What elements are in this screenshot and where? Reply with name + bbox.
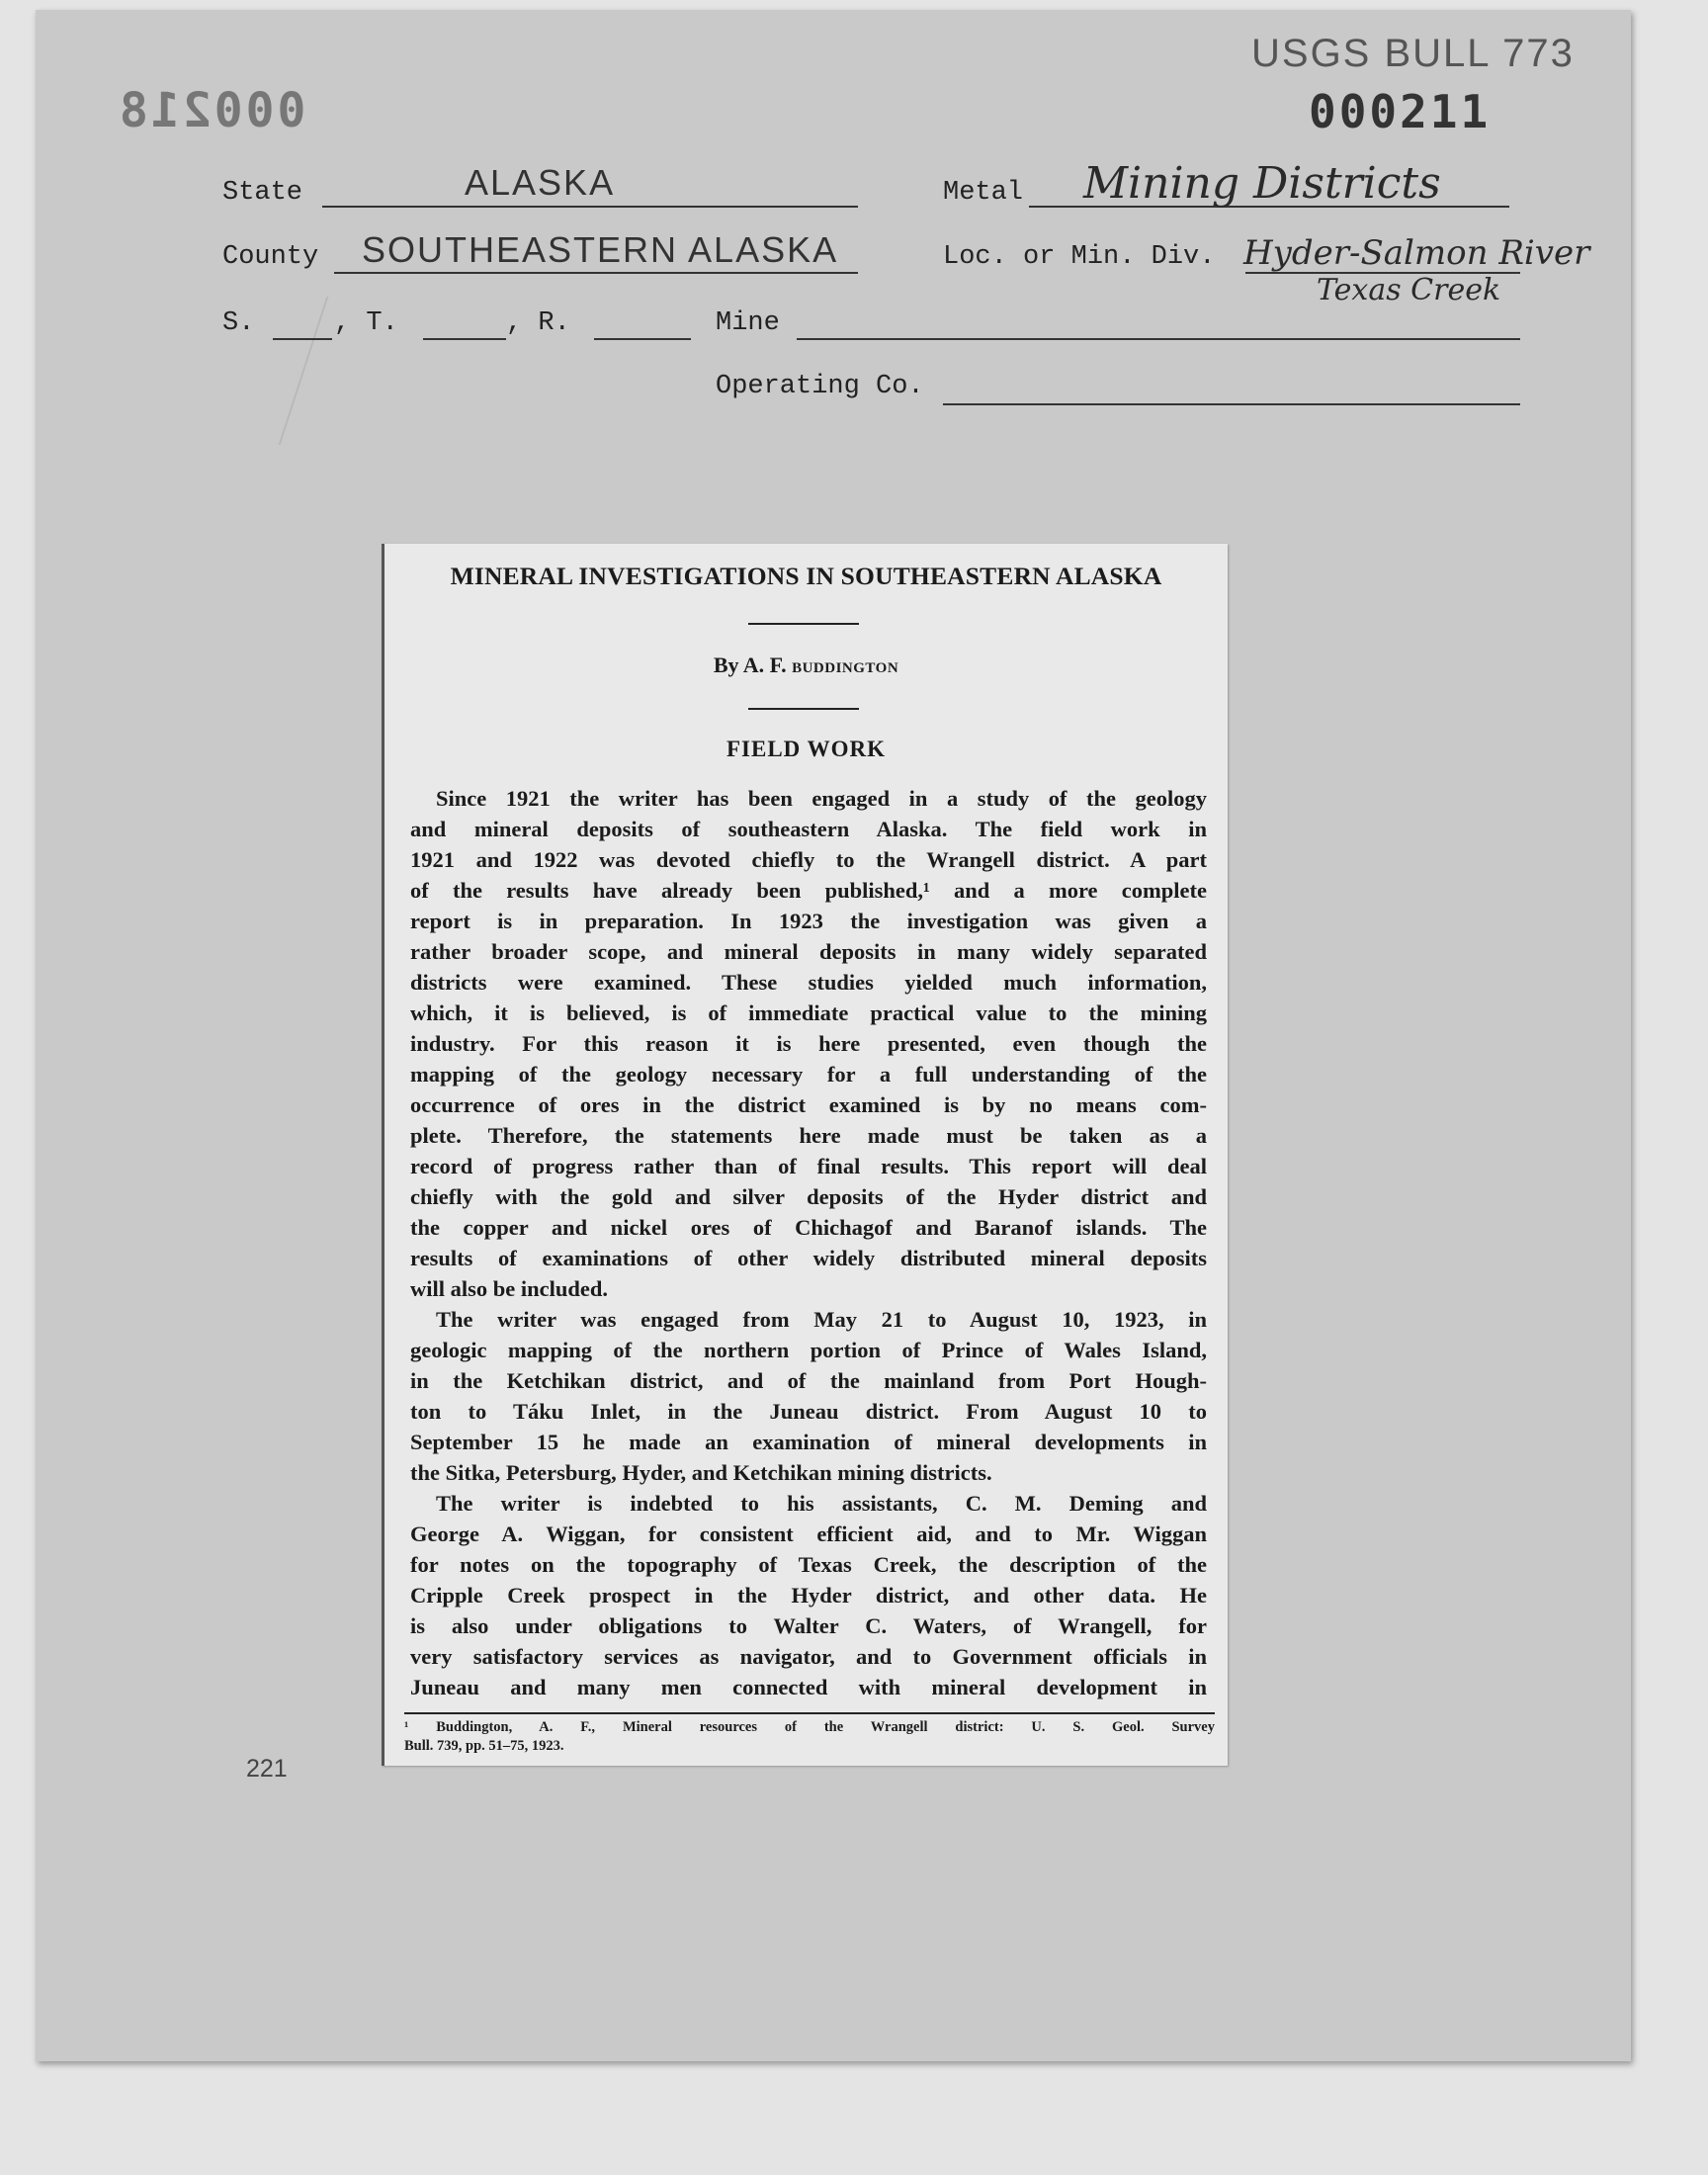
range-line — [594, 338, 691, 340]
county-line — [334, 272, 858, 274]
loc-label: Loc. or Min. Div. — [943, 242, 1216, 272]
text-line: geologic mapping of the northern portion of Prince of Wales Island, — [410, 1338, 1207, 1362]
loc-value-line1: Hyder-Salmon River — [1243, 233, 1590, 273]
text-line: chiefly with the gold and silver deposits of the Hyder district and — [410, 1184, 1207, 1209]
county-label: County — [222, 242, 319, 272]
article-byline — [384, 652, 1228, 678]
byline-prefix: By A. F. — [713, 652, 793, 677]
text-line: occurrence of ores in the district examined is by no means com- — [410, 1092, 1207, 1117]
loc-value-line2: Texas Creek — [1317, 273, 1501, 307]
stamp-number: 000211 — [1309, 85, 1492, 138]
section-label: S. — [222, 308, 255, 338]
text-line: is also under obligations to Walter C. Waters, of Wrangell, for — [410, 1613, 1207, 1638]
text-line: results of examinations of other widely distributed mineral deposits — [410, 1246, 1207, 1270]
state-line — [322, 206, 858, 208]
text-line: 1921 and 1922 was devoted chiefly to the Wrangell district. A part — [410, 847, 1207, 872]
series-label: USGS BULL 773 — [1251, 32, 1575, 75]
mine-line — [797, 338, 1520, 340]
text-line: George A. Wiggan, for consistent efficient aid, and to Mr. Wiggan — [410, 1522, 1207, 1546]
text-line: record of progress rather than of final results. This report will deal — [410, 1154, 1207, 1178]
text-line: mapping of the geology necessary for a full understanding of the — [410, 1062, 1207, 1087]
text-line: rather broader scope, and mineral deposits in many widely separated — [410, 939, 1207, 964]
metal-label: Metal — [943, 178, 1024, 208]
footnote-rule — [404, 1712, 1215, 1714]
text-line: and mineral deposits of southeastern Alaska. The field work in — [410, 817, 1207, 841]
text-line: plete. Therefore, the statements here made must be taken as a — [410, 1123, 1207, 1148]
title-rule — [748, 623, 859, 625]
text-line: ton to Táku Inlet, in the Juneau district. From August 10 to — [410, 1399, 1207, 1424]
footnote-line: ¹ Buddington, A. F., Mineral resources of the Wrangell district: U. S. Geol. Survey — [404, 1719, 1215, 1735]
text-line: will also be included. — [410, 1276, 609, 1301]
text-line: for notes on the topography of Texas Creek, the description of the — [410, 1552, 1207, 1577]
text-line: of the results have already been published,¹ and a more complete — [410, 878, 1207, 903]
text-line: Cripple Creek prospect in the Hyder district, and other data. He — [410, 1583, 1207, 1608]
text-line: in the Ketchikan district, and of the mainland from Port Hough- — [410, 1368, 1207, 1393]
township-label: , T. — [334, 308, 398, 338]
section-line — [273, 338, 332, 340]
text-line: September 15 he made an examination of mineral developments in — [410, 1430, 1207, 1454]
county-value: SOUTHEASTERN ALASKA — [362, 229, 839, 270]
page-number: 221 — [246, 1755, 288, 1783]
text-line: the Sitka, Petersburg, Hyder, and Ketchikan mining districts. — [410, 1460, 992, 1485]
footnote — [404, 1718, 1215, 1756]
township-line — [423, 338, 506, 340]
text-line: districts were examined. These studies yielded much information, — [410, 970, 1207, 995]
footnote-line: Bull. 739, pp. 51–75, 1923. — [404, 1738, 564, 1754]
mirrored-stamp-number: 000218 — [117, 83, 306, 138]
metal-value: Mining Districts — [1083, 158, 1441, 209]
mine-label: Mine — [716, 308, 780, 338]
text-line: the copper and nickel ores of Chichagof and Baranof islands. The — [410, 1215, 1207, 1240]
state-label: State — [222, 178, 303, 208]
text-line: industry. For this reason it is here presented, even though the — [410, 1031, 1207, 1056]
text-line: Juneau and many men connected with mineral development in — [410, 1675, 1207, 1699]
state-value: ALASKA — [465, 162, 616, 203]
operating-co-label: Operating Co. — [716, 372, 924, 401]
operating-co-line — [943, 403, 1520, 405]
text-line: which, it is believed, is of immediate practical value to the mining — [410, 1000, 1207, 1025]
text-line: report is in preparation. In 1923 the investigation was given a — [410, 909, 1207, 933]
article-title: MINERAL INVESTIGATIONS IN SOUTHEASTERN ALASKA — [450, 562, 1162, 590]
text-line: The writer is indebted to his assistants, C. M. Deming and — [436, 1491, 1207, 1516]
author-name: BUDDINGTON — [792, 660, 899, 676]
text-line: The writer was engaged from May 21 to August 10, 1923, in — [436, 1307, 1207, 1332]
byline-rule — [748, 708, 859, 710]
text-line: Since 1921 the writer has been engaged in a study of the geology — [436, 786, 1207, 811]
text-line: very satisfactory services as navigator, and to Government officials in — [410, 1644, 1207, 1669]
article-clipping — [382, 544, 1228, 1766]
range-label: , R. — [506, 308, 570, 338]
article-body — [410, 783, 1207, 1702]
section-heading: FIELD WORK — [726, 737, 887, 761]
